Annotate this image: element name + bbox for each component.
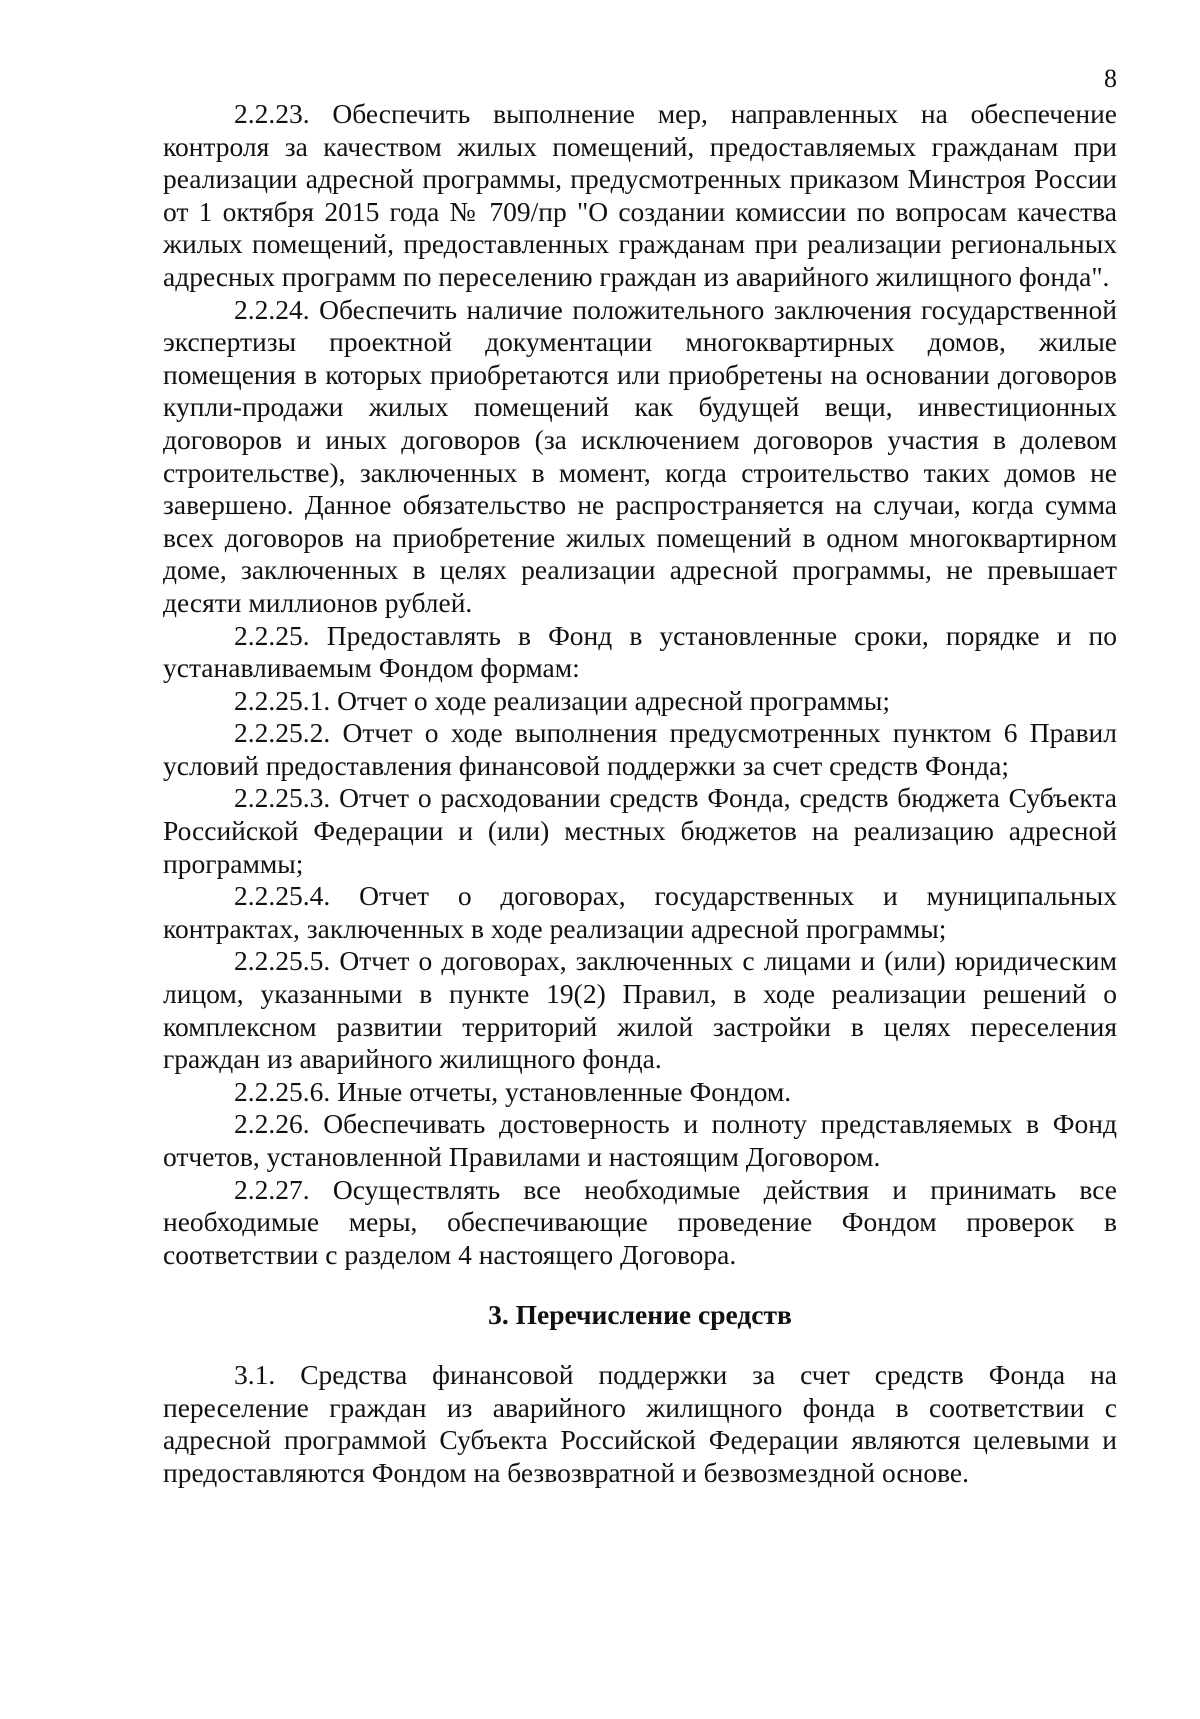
paragraph-2-2-24: 2.2.24. Обеспечить наличие положительного заключения государственной экспертизы проектной документации многоквартирных домов, жилые помещения в которых приобретаются или приобретены на основании договоров купли-продажи жилых помещений как будущей вещи, инвестиционных договоров и иных договоров (за исключением договоров участия в долевом строительстве), заключенных в момент, когда строительство таких домов не завершено. Данное обязательство не распространяется на случаи, когда сумма всех договоров на приобретение жилых помещений в одном многоквартирном доме, заключенных в целях реализации адресной программы, не превышает десяти миллионов рублей. <box>163 293 1117 618</box>
paragraph-2-2-25-5: 2.2.25.5. Отчет о договорах, заключенных с лицами и (или) юридическим лицом, указанными в пункте 19(2) Правил, в ходе реализации решений о комплексном развитии территорий жилой застройки в целях переселения граждан из аварийного жилищного фонда. <box>163 945 1117 1075</box>
page-number: 8 <box>1104 64 1117 93</box>
paragraph-2-2-25-2: 2.2.25.2. Отчет о ходе выполнения предусмотренных пунктом 6 Правил условий предоставления финансовой поддержки за счет средств Фонда; <box>163 717 1117 781</box>
paragraph-2-2-25-3: 2.2.25.3. Отчет о расходовании средств Фонда, средств бюджета Субъекта Российской Федерации и (или) местных бюджетов на реализацию адресной программы; <box>163 782 1117 879</box>
paragraph-2-2-25-4: 2.2.25.4. Отчет о договорах, государственных и муниципальных контрактах, заключенных в ходе реализации адресной программы; <box>163 880 1117 944</box>
document-page <box>163 66 1117 1489</box>
paragraph-2-2-23: 2.2.23. Обеспечить выполнение мер, направленных на обеспечение контроля за качеством жилых помещений, предоставляемых гражданам при реализации адресной программы, предусмотренных приказом Минстроя России от 1 октября 2015 года № 709/пр "О создании комиссии по вопросам качества жилых помещений, предоставленных гражданам при реализации региональных адресных программ по переселению граждан из аварийного жилищного фонда". <box>163 98 1117 292</box>
paragraph-2-2-27: 2.2.27. Осуществлять все необходимые действия и принимать все необходимые меры, обеспечивающие проведение Фондом проверок в соответствии с разделом 4 настоящего Договора. <box>163 1173 1117 1270</box>
paragraph-2-2-25-1: 2.2.25.1. Отчет о ходе реализации адресной программы; <box>234 684 891 716</box>
paragraph-3-1: 3.1. Средства финансовой поддержки за счет средств Фонда на переселение граждан из аварийного жилищного фонда в соответствии с адресной программой Субъекта Российской Федерации являются целевыми и предоставляются Фондом на безвозвратной и безвозмездной основе. <box>163 1358 1117 1488</box>
paragraph-2-2-26: 2.2.26. Обеспечивать достоверность и полноту представляемых в Фонд отчетов, установленной Правилами и настоящим Договором. <box>163 1108 1117 1172</box>
paragraph-2-2-25-6: 2.2.25.6. Иные отчеты, установленные Фондом. <box>234 1075 792 1107</box>
section-heading: 3. Перечисление средств <box>488 1299 792 1331</box>
paragraph-2-2-25: 2.2.25. Предоставлять в Фонд в установленные сроки, порядке и по устанавливаемым Фондом формам: <box>163 619 1117 684</box>
document-body <box>163 66 1117 1489</box>
